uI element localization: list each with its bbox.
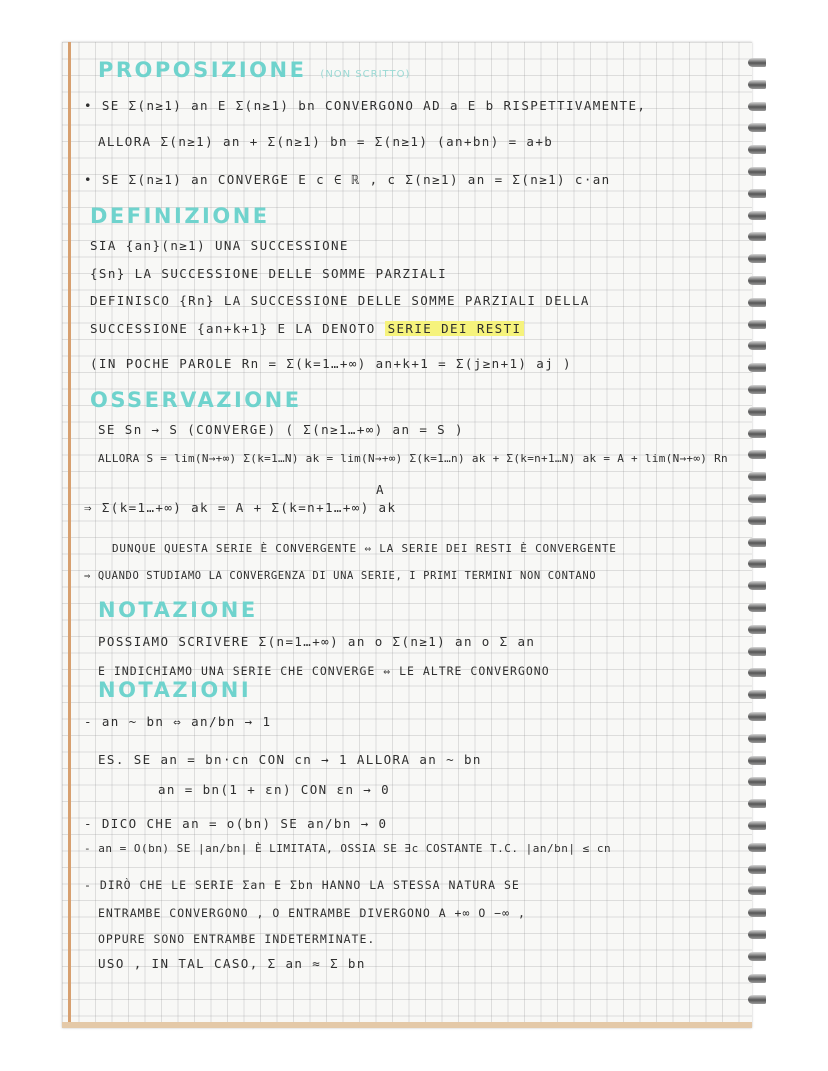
- text-line: {Sn} LA SUCCESSIONE DELLE SOMME PARZIALI: [90, 266, 448, 281]
- spiral-coil: [748, 777, 766, 786]
- heading-notazioni: NOTAZIONI: [98, 678, 252, 702]
- spiral-coil: [748, 167, 766, 176]
- spiral-coil: [748, 756, 766, 765]
- heading-definizione: DEFINIZIONE: [90, 204, 270, 228]
- text-line: OPPURE SONO ENTRAMBE INDETERMINATE.: [98, 932, 376, 946]
- text-line: DEFINISCO {Rn} LA SUCCESSIONE DELLE SOMME PARZIALI DELLA: [90, 293, 590, 308]
- text-line: [90, 321, 524, 336]
- spiral-coil: [748, 538, 766, 547]
- text-line: A: [376, 482, 385, 497]
- spiral-coil: [748, 843, 766, 852]
- spiral-coil: [748, 320, 766, 329]
- text-fragment: SUCCESSIONE {an+k+1} E LA DENOTO: [90, 321, 376, 336]
- text-line: POSSIAMO SCRIVERE Σ(n=1…+∞) an o Σ(n≥1) an o Σ an: [98, 634, 536, 649]
- text-line: SIA {an}(n≥1) UNA SUCCESSIONE: [90, 238, 349, 253]
- spiral-coil: [748, 363, 766, 372]
- spiral-coil: [748, 429, 766, 438]
- spiral-coil: [748, 450, 766, 459]
- spiral-coil: [748, 668, 766, 677]
- text-line: USO , IN TAL CASO, Σ an ≈ Σ bn: [98, 956, 366, 971]
- text-line: ALLORA Σ(n≥1) an + Σ(n≥1) bn = Σ(n≥1) (an+bn) = a+b: [98, 134, 554, 149]
- spiral-coil: [748, 123, 766, 132]
- spiral-coil: [748, 516, 766, 525]
- page-edge: [62, 1022, 752, 1028]
- text-line: E INDICHIAMO UNA SERIE CHE CONVERGE ⇔ LE ALTRE CONVERGONO: [98, 664, 550, 678]
- text-line: (IN POCHE PAROLE Rn = Σ(k=1…+∞) an+k+1 = Σ(j≥n+1) aj ): [90, 356, 572, 371]
- text-line: ⇒ QUANDO STUDIAMO LA CONVERGENZA DI UNA SERIE, I PRIMI TERMINI NON CONTANO: [84, 570, 597, 582]
- notebook-page: [62, 42, 752, 1028]
- heading-note: (NON SCRITTO): [320, 69, 411, 80]
- spiral-coil: [748, 581, 766, 590]
- text-line: • SE Σ(n≥1) an CONVERGE E c ∈ ℝ , c Σ(n≥1) an = Σ(n≥1) c·an: [84, 172, 611, 187]
- text-line: - DIRÒ CHE LE SERIE Σan E Σbn HANNO LA STESSA NATURA SE: [84, 878, 520, 892]
- spiral-coil: [748, 799, 766, 808]
- spiral-coil: [748, 494, 766, 503]
- spiral-coil: [748, 341, 766, 350]
- spiral-coil: [748, 974, 766, 983]
- spiral-coil: [748, 189, 766, 198]
- text-line: SE Sn → S (CONVERGE) ( Σ(n≥1…+∞) an = S ): [98, 422, 464, 437]
- heading-proposizione: [98, 58, 410, 82]
- spiral-coil: [748, 821, 766, 830]
- spiral-coil: [748, 385, 766, 394]
- text-line: • SE Σ(n≥1) an E Σ(n≥1) bn CONVERGONO AD a E b RISPETTIVAMENTE,: [84, 98, 647, 113]
- spiral-coil: [748, 58, 766, 67]
- spiral-coil: [748, 102, 766, 111]
- text-line: ES. SE an = bn·cn CON cn → 1 ALLORA an ~ bn: [98, 752, 482, 767]
- spiral-coil: [748, 276, 766, 285]
- highlighted-term: SERIE DEI RESTI: [385, 321, 525, 336]
- heading-notazione: NOTAZIONE: [98, 598, 258, 622]
- spiral-binding: [748, 58, 772, 1018]
- spiral-coil: [748, 603, 766, 612]
- spiral-coil: [748, 145, 766, 154]
- text-line: an = bn(1 + εn) CON εn → 0: [158, 782, 391, 797]
- spiral-coil: [748, 908, 766, 917]
- margin-line: [68, 42, 71, 1028]
- spiral-coil: [748, 712, 766, 721]
- text-line: DUNQUE QUESTA SERIE È CONVERGENTE ⇔ LA SERIE DEI RESTI È CONVERGENTE: [112, 542, 617, 555]
- spiral-coil: [748, 407, 766, 416]
- spiral-coil: [748, 930, 766, 939]
- text-line: ENTRAMBE CONVERGONO , O ENTRAMBE DIVERGONO A +∞ O −∞ ,: [98, 906, 526, 920]
- text-line: ALLORA S = lim(N→+∞) Σ(k=1…N) ak = lim(N→+∞) Σ(k=1…n) ak + Σ(k=n+1…N) ak = A + lim(N→+∞) Rn: [98, 452, 728, 465]
- spiral-coil: [748, 80, 766, 89]
- text-line: - DICO CHE an = o(bn) SE an/bn → 0: [84, 816, 388, 831]
- spiral-coil: [748, 647, 766, 656]
- spiral-coil: [748, 298, 766, 307]
- heading-osservazione: OSSERVAZIONE: [90, 388, 302, 412]
- spiral-coil: [748, 886, 766, 895]
- spiral-coil: [748, 254, 766, 263]
- spiral-coil: [748, 232, 766, 241]
- spiral-coil: [748, 995, 766, 1004]
- spiral-coil: [748, 472, 766, 481]
- text-line: - an ~ bn ⇔ an/bn → 1: [84, 714, 272, 729]
- spiral-coil: [748, 734, 766, 743]
- text-line: - an = O(bn) SE |an/bn| È LIMITATA, OSSIA SE ∃c COSTANTE T.C. |an/bn| ≤ cn: [84, 842, 612, 855]
- spiral-coil: [748, 690, 766, 699]
- spiral-coil: [748, 559, 766, 568]
- spiral-coil: [748, 625, 766, 634]
- spiral-coil: [748, 211, 766, 220]
- spiral-coil: [748, 865, 766, 874]
- text-line: ⇒ Σ(k=1…+∞) ak = A + Σ(k=n+1…+∞) ak: [84, 500, 397, 515]
- spiral-coil: [748, 952, 766, 961]
- heading-proposizione-text: PROPOSIZIONE: [98, 58, 307, 82]
